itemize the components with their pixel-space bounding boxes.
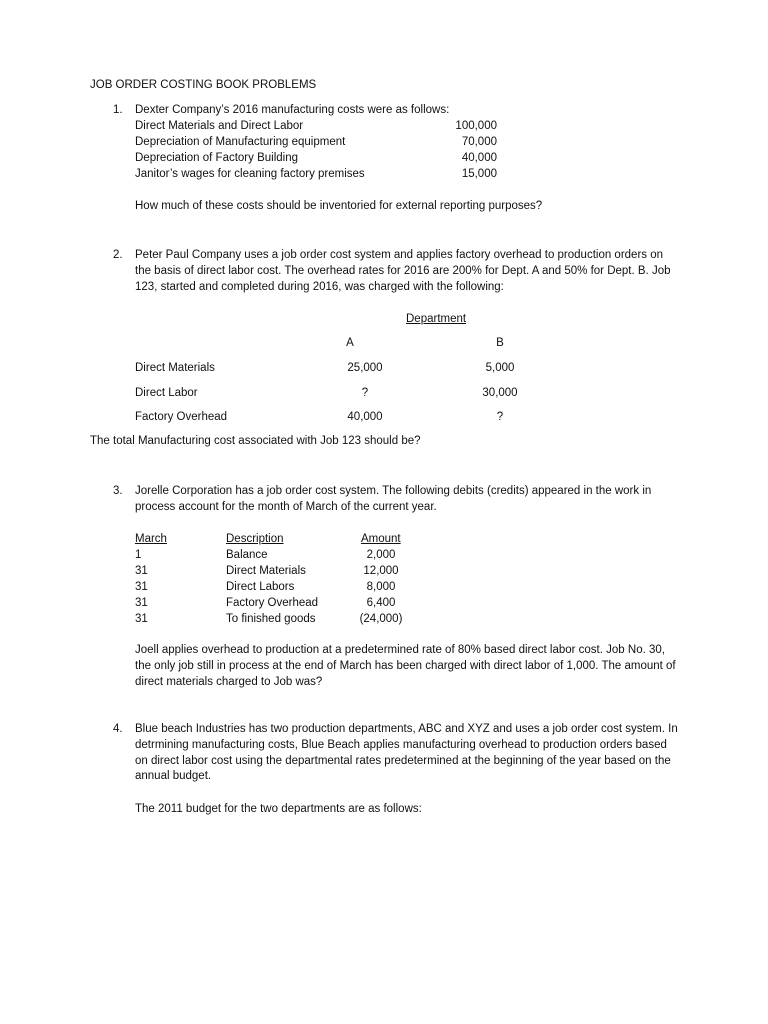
ledger-row [135, 612, 435, 628]
cost-item-label: Direct Materials and Direct Labor [135, 120, 304, 132]
dept-a-value: 40,000 [347, 411, 383, 423]
ledger-row [135, 564, 435, 580]
dept-b-value: ? [496, 411, 504, 423]
dept-b-value: 5,000 [485, 362, 515, 374]
cost-item-label: Depreciation of Factory Building [135, 152, 298, 164]
row-label: Direct Labor [135, 387, 198, 399]
problem-4-number: 4. [113, 723, 123, 735]
ledger-date: 31 [135, 581, 148, 593]
ledger-description: To finished goods [226, 613, 316, 625]
problem-1-number: 1. [113, 104, 123, 116]
description-column-header: Description [226, 533, 284, 545]
problem-3-number: 3. [113, 485, 123, 497]
cost-item-value: 40,000 [461, 152, 497, 164]
ledger-amount: 6,400 [366, 597, 396, 609]
cost-item-value: 70,000 [461, 136, 497, 148]
department-header: Department [406, 313, 467, 325]
ledger-amount: (24,000) [359, 613, 403, 625]
ledger-amount: 12,000 [363, 565, 399, 577]
document-title: JOB ORDER COSTING BOOK PROBLEMS [90, 79, 317, 91]
cost-item-value: 15,000 [461, 168, 497, 180]
row-label: Factory Overhead [135, 411, 228, 423]
ledger-row [135, 580, 435, 596]
ledger-date: 31 [135, 597, 148, 609]
column-b-header: B [496, 337, 504, 349]
ledger-row [135, 596, 435, 612]
march-column-header: March [135, 533, 167, 545]
ledger-date: 31 [135, 613, 148, 625]
row-label: Direct Materials [135, 362, 215, 374]
ledger-description: Direct Materials [226, 565, 306, 577]
ledger-amount: 2,000 [366, 549, 396, 561]
ledger-description: Direct Labors [226, 581, 295, 593]
cost-item-value: 100,000 [455, 120, 497, 132]
ledger-row [135, 548, 435, 564]
problem-1-intro: Dexter Company’s 2016 manufacturing costs were as follows: [135, 104, 450, 116]
ledger-description: Factory Overhead [226, 597, 319, 609]
ledger-date: 31 [135, 565, 148, 577]
dept-a-value: ? [361, 387, 369, 399]
problem-2-question: The total Manufacturing cost associated with Job 123 should be? [90, 435, 421, 447]
ledger-date: 1 [135, 549, 142, 561]
ledger-amount: 8,000 [366, 581, 396, 593]
problem-3-question: Joell applies overhead to production at a predetermined rate of 80% based direct labor cost. Job No. 30, the only job still in process at the end of March has been charged with direct labor of 1,000. The amount of direct materials charged to Job was? [135, 644, 676, 688]
ledger-description: Balance [226, 549, 268, 561]
dept-a-value: 25,000 [347, 362, 383, 374]
amount-column-header: Amount [361, 533, 401, 545]
problem-4-text: Blue beach Industries has two production departments, ABC and XYZ and uses a job order cost system. In detrmining manufacturing costs, Blue Beach applies manufacturing overhead to production orders based on direct labor cost using the departmental rates predetermined at the beginning of the year based on the annual budget. [135, 723, 678, 783]
dept-b-value: 30,000 [482, 387, 518, 399]
cost-item-label: Depreciation of Manufacturing equipment [135, 136, 346, 148]
problem-1-question: How much of these costs should be inventoried for external reporting purposes? [135, 200, 543, 212]
problem-4-budget-line: The 2011 budget for the two departments are as follows: [135, 803, 422, 815]
problem-3-text: Jorelle Corporation has a job order cost system. The following debits (credits) appeared in the work in process account for the month of March of the current year. [135, 485, 652, 513]
problem-2-text: Peter Paul Company uses a job order cost system and applies factory overhead to production orders on the basis of direct labor cost. The overhead rates for 2016 are 200% for Dept. A and 50% for Dept. B. Job 123, started and completed during 2016, was charged with the following: [135, 249, 671, 293]
column-a-header: A [346, 337, 354, 349]
problem-2-number: 2. [113, 249, 123, 261]
cost-item-label: Janitor’s wages for cleaning factory premises [135, 168, 365, 180]
